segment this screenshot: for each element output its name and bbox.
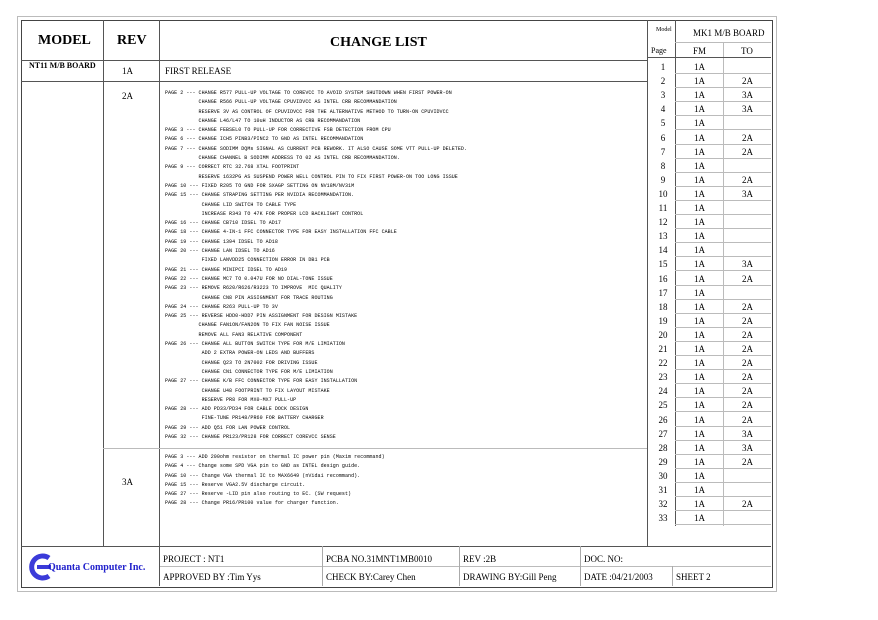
page-table-to: 2A: [742, 315, 753, 326]
footer-div-1: [159, 546, 160, 586]
sheet-field: SHEET 2: [676, 572, 711, 582]
page-table-to: 2A: [742, 146, 753, 157]
page-table-fm: 1A: [694, 499, 705, 510]
page-table-fm: 1A: [694, 301, 705, 312]
page-table-row: [647, 511, 771, 525]
change-line: PAGE 18 --- CHANGE 4-IN-1 FFC CONNECTOR TYPE FOR EASY INSTALLATION FFC CABLE: [165, 229, 397, 236]
page-table-fm: 1A: [694, 344, 705, 354]
change-line: PAGE 25 --- REVERSE HDD0-HDD7 PIN ASSIGNMENT FOR DESIGN MISTAKE: [165, 313, 358, 320]
change-line: PAGE 15 --- CHANGE STRAPING SETTING PER NVIDIA RECOMMANDATION.: [165, 192, 355, 199]
fm-header: FM: [693, 46, 707, 56]
page-table-row: [647, 159, 771, 173]
page-table-row: [647, 483, 771, 497]
change-line: PAGE 27 --- Reserve -LID pin also routing to EC. (SW request): [165, 491, 352, 498]
doc-field: DOC. NO:: [584, 554, 624, 564]
footer-mid-line: [159, 566, 771, 567]
change-line: PAGE 6 --- CHANGE ICH5 PINB3/PINC2 TO GND AS INTEL RECOMMANDATION: [165, 136, 364, 143]
page-table-page: 27: [658, 428, 668, 439]
model-value: NT11 M/B BOARD: [29, 61, 96, 70]
rev-2A-change-list: [165, 89, 467, 442]
check-field: CHECK BY:Carey Chen: [326, 572, 416, 582]
page-table-to: 2A: [742, 329, 753, 340]
page-table-to: 2A: [742, 174, 753, 185]
page-table-page: 3: [660, 90, 666, 101]
change-line: CHANGE Q23 TO 2N7002 FOR DRIVING ISSUE: [165, 359, 318, 366]
page-table-page: 22: [658, 358, 668, 369]
page-table-fm: 1A: [694, 442, 705, 453]
page-table-row: [647, 173, 771, 187]
change-line: PAGE 20 --- CHANGE LAN IDSEL TO AD16: [165, 248, 275, 255]
page-table-to: 2A: [742, 358, 753, 369]
page-table-fm: 1A: [694, 386, 705, 397]
page-table-fm: 1A: [694, 315, 705, 326]
page-table-fm: 1A: [694, 76, 705, 87]
page-table-row: [647, 257, 771, 271]
page-table-fm: 1A: [694, 372, 705, 383]
page-table-fm: 1A: [694, 287, 705, 298]
model-header: MODEL: [38, 33, 91, 48]
board-divider: [675, 42, 771, 43]
page-table-row: [647, 131, 771, 145]
change-line: CHANGE LID SWITCH TO CABLE TYPE: [165, 201, 297, 208]
page-table-page: 6: [660, 132, 666, 143]
page-table-fm: 1A: [694, 470, 705, 481]
page-table-row: [647, 201, 771, 215]
page-table-to: 2A: [742, 76, 753, 87]
page-table-row: [647, 300, 771, 314]
page-table-fm: 1A: [694, 456, 705, 467]
page-table-to: 3A: [742, 188, 753, 199]
page-table-row: [647, 229, 771, 243]
page-table-row: [647, 370, 771, 384]
table-header-divider: [647, 57, 771, 58]
page-table-fm: 1A: [694, 203, 705, 213]
change-line: REMOVE ALL FAN3 RELATIVE COMPONENT: [165, 331, 303, 338]
page-table-to: 3A: [742, 259, 753, 270]
page-table-page: 8: [660, 160, 666, 171]
approved-field: APPROVED BY :Tim Yys: [163, 572, 261, 582]
page-table-fm: 1A: [694, 273, 705, 284]
page-table-to: 2A: [742, 132, 753, 143]
change-line: CHANGE R566 PULL-UP VOLTAGE CPUVIDVCC AS INTEL CRB RECOMMANDATION: [165, 99, 397, 106]
change-line: ADD 2 EXTRA POWER-ON LEDS AND BUFFERS: [165, 350, 315, 357]
change-line: PAGE 2 --- CHANGE R577 PULL-UP VOLTAGE TO COREVCC TO AVOID SYSTEM SHUTDOWN WHEN FIRST POWER-ON: [165, 90, 452, 96]
rev-field: REV :2B: [463, 554, 497, 564]
page-table-page: 25: [658, 400, 668, 411]
page-table-page: 28: [658, 442, 668, 453]
page-table-page: 31: [658, 485, 668, 495]
page-table-page: 10: [658, 188, 668, 199]
page-table-fm: 1A: [694, 414, 705, 425]
page-table-fm: 1A: [694, 428, 705, 439]
change-line: PAGE 28 --- ADD PD33/PD34 FOR CABLE DOCK DESIGN: [165, 406, 309, 413]
page-table-fm: 1A: [694, 329, 705, 340]
page-table-fm: 1A: [694, 485, 705, 495]
drawing-field: DRAWING BY:Gill Peng: [463, 572, 557, 582]
change-line: CHANGE CHANNEL B SODIMM ADDRESS TO 02 AS INTEL CRB RECOMMANDATION.: [165, 155, 400, 162]
page-table-to: 2A: [742, 273, 753, 284]
page-table-fm: 1A: [694, 132, 705, 143]
change-line: PAGE 16 --- CHANGE CB710 IDSEL TO AD17: [165, 220, 281, 227]
change-line: PAGE 9 --- CORRECT RTC 32.768 XTAL FOOTPRINT: [165, 164, 300, 171]
page-table-fm: 1A: [694, 188, 705, 199]
change-line: RESERVE PR8 FOR MX0-MX7 PULL-UP: [165, 396, 297, 403]
page-table-page: 17: [658, 287, 668, 298]
change-line: PAGE 3 --- ADD 200ohm resistor on thermal IC power pin (Maxim recommand): [165, 454, 385, 460]
change-line: PAGE 10 --- Change VGA thermal IC to MAX6649 (nVidai recommand).: [165, 472, 361, 479]
page-table-page: 7: [660, 146, 666, 157]
page-table-fm: 1A: [694, 231, 705, 242]
page-table-fm: 1A: [694, 146, 705, 157]
model-col-divider: [103, 20, 104, 546]
page-table-page: 19: [658, 315, 668, 326]
board-name: MK1 M/B BOARD: [693, 28, 765, 38]
footer-div-4: [580, 546, 581, 586]
row-divider-2: [103, 448, 647, 449]
page-table-to: 3A: [742, 442, 753, 453]
change-line: PAGE 19 --- CHANGE 1394 IDSEL TO AD18: [165, 238, 278, 245]
rev-col-divider: [159, 20, 160, 546]
page-table-row: [647, 342, 771, 356]
row-divider-1: [21, 81, 647, 82]
pcba-field: PCBA NO.31MNT1MB0010: [326, 554, 433, 564]
change-line: RESERVE 3V AS CONTROL OF CPUVIDVCC FOR THE ALTERNATIVE METHOD TO TURN-ON CPUVIDVCC: [165, 108, 449, 115]
page-table-fm: 1A: [694, 513, 705, 524]
project-field: PROJECT : NT1: [163, 554, 225, 564]
page-table-fm: 1A: [694, 118, 705, 129]
page-table-row: [647, 102, 771, 116]
change-line: PAGE 32 --- CHANGE PR123/PR128 FOR CORRECT COREVCC SENSE: [165, 433, 336, 440]
change-line: PAGE 15 --- Reserve VGA2.5V discharge circuit.: [165, 481, 306, 488]
change-line: PAGE 3 --- CHANGE FEBSEL0 TO PULL-UP FOR CORRECTIVE FSB DETECTION FROM CPU: [165, 127, 391, 134]
page-table-fm: 1A: [694, 217, 705, 228]
page-table-row: [647, 74, 771, 88]
page-table-page: 2: [660, 76, 666, 87]
page-table-row: [647, 116, 771, 130]
page-table-page: 29: [658, 456, 668, 467]
page-table-row: [647, 356, 771, 370]
change-line: RESERVE 1632PG AS SUSPEND POWER WELL CONTROL PIN TO FIX FIRST POWER-ON TOO LONG ISSUE: [165, 173, 458, 180]
change-line: PAGE 26 --- CHANGE ALL BUTTON SWITCH TYPE FOR M/E LIMIATION: [165, 341, 345, 348]
page-table-page: 30: [658, 470, 668, 481]
page-table-row: [647, 455, 771, 469]
page-table-fm: 1A: [694, 358, 705, 369]
rev-3A-change-list: [165, 453, 385, 509]
page-table-row: [647, 215, 771, 229]
company-name: Quanta Computer Inc.: [48, 562, 146, 573]
page-table-page: 4: [660, 104, 666, 115]
change-line: PAGE 22 --- CHANGE MC7 TO 0.047U FOR NO DIAL-TONE ISSUE: [165, 275, 333, 282]
page-table-page: 26: [658, 414, 668, 425]
page-table-fm: 1A: [694, 104, 705, 115]
page-table-row: [647, 286, 771, 300]
change-line: PAGE 7 --- CHANGE SODIMM DQMs SIGNAL AS CURRENT PCB REWORK. IT ALSO CAUSE SOME VTT PULL-UP DELETED.: [165, 145, 467, 152]
change-line: PAGE 27 --- CHANGE K/B FFC CONNECTOR TYPE FOR EASY INSTALLATION: [165, 378, 358, 385]
page-table-page: 15: [658, 259, 668, 270]
page-table-page: 11: [658, 203, 668, 213]
header-divider: [21, 60, 647, 61]
page-table-row: [647, 441, 771, 455]
change-line: CHANGE FAN1ON/FAN2ON TO FIX FAN NOISE ISSUE: [165, 322, 330, 329]
page-table-page: 14: [658, 245, 668, 256]
page-table-page: 20: [658, 329, 668, 340]
page-table-fm: 1A: [694, 174, 705, 185]
page-table-to: 2A: [742, 386, 753, 397]
page-table-row: [647, 145, 771, 159]
page-table-page: 13: [658, 231, 668, 242]
page-table-fm: 1A: [694, 259, 705, 270]
row-rule: [675, 524, 771, 525]
page-table-page: 9: [660, 174, 666, 185]
page-table-page: 18: [658, 301, 668, 312]
change-line: PAGE 28 --- Change PR16/PR100 value for charger function.: [165, 500, 339, 507]
rev-2A: 2A: [122, 91, 133, 101]
page-table-row: [647, 469, 771, 483]
change-line: PAGE 29 --- ADD Q51 FOR LAN POWER CONTROL: [165, 424, 291, 431]
quanta-logo: [25, 552, 155, 582]
page-table-page: 32: [658, 499, 668, 510]
change-line: FIXED LANVDD25 CONNECTION ERROR IN DB1 PCB: [165, 257, 330, 264]
page-table-fm: 1A: [694, 400, 705, 411]
page-table-to: 2A: [742, 456, 753, 467]
page-table-row: [647, 88, 771, 102]
change-line: PAGE 23 --- REMOVE R620/R626/R3223 TO IMPROVE MIC QUALITY: [165, 285, 342, 292]
page-table-to: 2A: [742, 414, 753, 425]
page-table-row: [647, 413, 771, 427]
page-table-to: 2A: [742, 344, 753, 354]
rev-3A: 3A: [122, 477, 133, 487]
footer-div-5: [672, 566, 673, 586]
page-table-row: [647, 187, 771, 201]
page-table-to: 2A: [742, 301, 753, 312]
change-line: PAGE 21 --- CHANGE MINIPCI IDSEL TO AD19: [165, 266, 288, 273]
change-line: PAGE 24 --- CHANGE R263 PULL-UP TO 3V: [165, 303, 278, 310]
page-table-page: 12: [658, 217, 668, 228]
page-table-to: 3A: [742, 104, 753, 115]
footer-div-3: [459, 546, 460, 586]
change-line: CHANGE L46/L47 TO 10uH INDUCTOR AS CRB RECOMMANDATION: [165, 117, 361, 124]
page-table-page: 21: [658, 344, 668, 354]
page-table-row: [647, 328, 771, 342]
change-line: INCREASE R343 TO 47K FOR PROPER LCD BACKLIGHT CONTROL: [165, 210, 364, 217]
page-table-row: [647, 243, 771, 257]
date-field: DATE :04/21/2003: [584, 572, 653, 582]
page-table-to: 3A: [742, 90, 753, 101]
page-table-row: [647, 272, 771, 286]
change-line: CHANGE CN1 CONNECTOR TYPE FOR M/E LIMIATION: [165, 368, 333, 375]
footer-top-line: [21, 546, 771, 547]
page-table-to: 2A: [742, 372, 753, 383]
page-table-page: 24: [658, 386, 668, 397]
change-line: CHANGE U48 FOOTPRINT TO FIX LAYOUT MISTAKE: [165, 387, 330, 394]
change-line: PAGE 10 --- FIXED R205 TO GND FOR SXAGP SETTING ON NV18M/NV31M: [165, 182, 355, 189]
page-table-to: 2A: [742, 499, 753, 510]
rev-header: REV: [117, 33, 147, 48]
rev-1A: 1A: [122, 66, 133, 76]
page-table-fm: 1A: [694, 245, 705, 256]
page-table-row: [647, 384, 771, 398]
rev-1A-text: FIRST RELEASE: [165, 66, 232, 76]
footer-div-2: [322, 546, 323, 586]
page-table-row: [647, 497, 771, 511]
page-table-fm: 1A: [694, 62, 705, 72]
page-table-row: [647, 398, 771, 412]
page-table-row: [647, 427, 771, 441]
page-table-page: 33: [658, 513, 668, 524]
page-label: Page: [651, 46, 667, 55]
page-table-to: 2A: [742, 400, 753, 411]
page-table-page: 23: [658, 372, 668, 383]
page-table-page: 16: [658, 273, 668, 284]
page-table-row: [647, 60, 771, 74]
change-line: PAGE 4 --- Change some SPD VGA pin to GND as INTEL design guide.: [165, 463, 361, 470]
to-header: TO: [741, 46, 753, 56]
page-table-fm: 1A: [694, 160, 705, 171]
model-small-label: Model: [656, 27, 672, 33]
change-line: CHANGE CN8 PIN ASSIGNMENT FOR TRACE ROUTING: [165, 294, 333, 301]
page-table-row: [647, 314, 771, 328]
page-table-page: 5: [660, 118, 666, 129]
page-title: CHANGE LIST: [330, 35, 427, 50]
page-table-to: 3A: [742, 428, 753, 439]
page-table-fm: 1A: [694, 90, 705, 101]
change-line: FINE-TUNE PR148/PR60 FOR BATTERY CHARGER: [165, 415, 324, 422]
page-table-page: 1: [660, 62, 666, 72]
